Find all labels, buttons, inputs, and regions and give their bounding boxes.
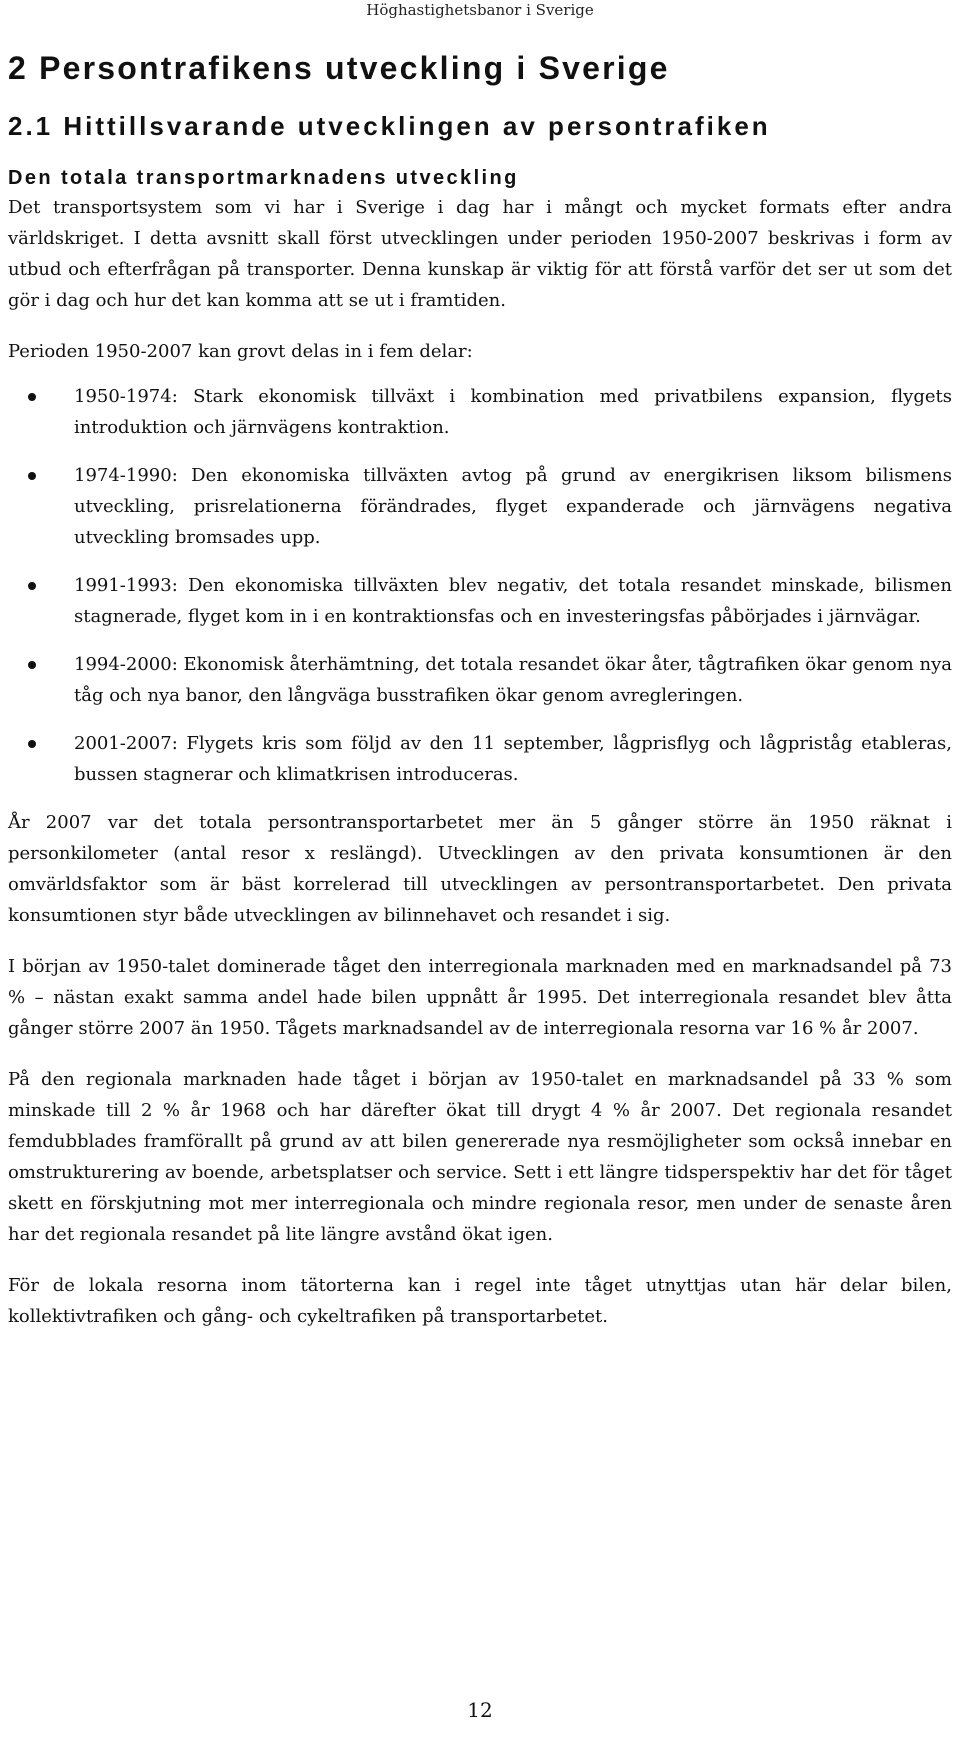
chapter-title: 2 Persontrafikens utveckling i Sverige <box>8 50 670 86</box>
paragraph-local: För de lokala resorna inom tätorterna kan i regel inte tåget utnyttjas utan här delar bilen, kollektivtrafiken och gång- och cykeltrafiken på transportarbetet. <box>8 1275 952 1327</box>
intro-paragraph: Det transportsystem som vi har i Sverige i dag har i mångt och mycket formats efter andra världskriget. I detta avsnitt skall först utvecklingen under perioden 1950-2007 beskrivas i form av utbud och efterfrågan på transporter. Denna kunskap är viktig för att förstå varför det ser ut som det gör i dag och hur det kan komma att se ut i framtiden. <box>8 197 952 311</box>
page-number: 12 <box>467 1698 493 1722</box>
paragraph-2007: År 2007 var det totala persontransportarbetet mer än 5 gånger större än 1950 räknat i personkilometer (antal resor x reslängd). Utvecklingen av den privata konsumtionen är den omvärldsfaktor som är bäst korrelerad till utvecklingen av persontransportarbetet. Den privata konsumtionen styr både utvecklingen av bilinnehavet och resandet i sig. <box>8 812 952 926</box>
subsection-title: Den totala transportmarknadens utveckling <box>8 167 519 189</box>
periods-list <box>8 381 952 790</box>
list-item-text: 1994-2000: Ekonomisk återhämtning, det totala resandet ökar åter, tågtrafiken ökar genom nya tåg och nya banor, den långväga busstrafiken ökar genom avregleringen. <box>74 654 952 706</box>
section-title: 2.1 Hittillsvarande utvecklingen av persontrafiken <box>8 111 771 141</box>
list-item <box>8 570 952 632</box>
list-item-text: 1991-1993: Den ekonomiska tillväxten blev negativ, det totala resandet minskade, bilismen stagnerade, flyget kom in i en kontraktionsfas och en investeringsfas påbörjades i järnvägar. <box>74 575 952 627</box>
list-item-text: 1950-1974: Stark ekonomisk tillväxt i kombination med privatbilens expansion, flygets introduktion och järnvägens kontraktion. <box>74 386 952 438</box>
bullet-icon <box>28 740 36 748</box>
bullet-icon <box>28 393 36 401</box>
page-content <box>8 50 952 1352</box>
periods-intro-paragraph: Perioden 1950-2007 kan grovt delas in i fem delar: <box>8 341 473 362</box>
paragraph-1950s: I början av 1950-talet dominerade tåget den interregionala marknaden med en marknadsandel på 73 % – nästan exakt samma andel hade bilen uppnått år 1995. Det interregionala resandet blev åtta gånger större 2007 än 1950. Tågets marknadsandel av de interregionala resorna var 16 % år 2007. <box>8 956 952 1039</box>
paragraph-regional: På den regionala marknaden hade tåget i början av 1950-talet en marknadsandel på 33 % som minskade till 2 % år 1968 och har därefter ökat till drygt 4 % år 2007. Det regionala resandet femdubblades framförallt på grund av att bilen genererade nya resmöjligheter som också innebar en omstrukturering av boende, arbetsplatser och service. Sett i ett längre tidsperspektiv har det för tåget skett en förskjutning mot mer interregionala och mindre regionala resor, men under de senaste åren har det regionala resandet på lite längre avstånd ökat igen. <box>8 1069 952 1245</box>
list-item-text: 2001-2007: Flygets kris som följd av den 11 september, lågprisflyg och lågpriståg etableras, bussen stagnerar och klimatkrisen introduceras. <box>74 733 952 785</box>
list-item <box>8 460 952 553</box>
bullet-icon <box>28 661 36 669</box>
list-item <box>8 728 952 790</box>
list-item-text: 1974-1990: Den ekonomiska tillväxten avtog på grund av energikrisen liksom bilismens utveckling, prisrelationerna förändrades, flyget expanderade och järnvägens negativa utveckling bromsades upp. <box>74 465 952 548</box>
list-item <box>8 381 952 443</box>
bullet-icon <box>28 582 36 590</box>
bullet-icon <box>28 472 36 480</box>
list-item <box>8 649 952 711</box>
running-header: Höghastighetsbanor i Sverige <box>366 1 594 19</box>
